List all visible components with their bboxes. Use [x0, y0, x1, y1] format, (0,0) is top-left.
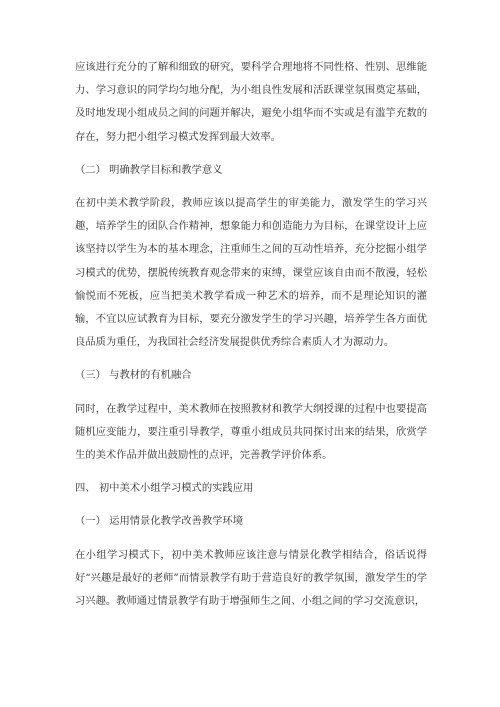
paragraph-textbook-integration: 同时，在教学过程中，美术教师在按照教材和教学大纲授课的过程中也要提高随机应变能力，要注重引导教学，尊重小组成员共同探讨出来的结果，欣赏学生的美术作品并做出鼓励性的点评，完善教学评价体系。 — [75, 402, 427, 462]
spacer — [75, 534, 427, 544]
paragraph-group-distribution: 应该进行充分的了解和细致的研究，要科学合理地将不同性格、性别、思维能力、学习意识的同学均匀地分配，为小组良性发展和活跃课堂氛围奠定基础，及时地发现小组成员之间的问题并解决，避免小组华而不实或是有滥竽充数的存在，努力把小组学习模式发挥到最大效率。 — [75, 61, 427, 143]
spacer — [75, 149, 427, 159]
section-heading-textbook-integration: （三） 与教材的有机融合 — [75, 369, 192, 382]
chapter-heading-practice: 四、 初中美术小组学习模式的实践应用 — [75, 482, 254, 495]
section-heading-teaching-goals: （二） 明确教学目标和教学意义 — [75, 163, 223, 176]
spacer — [75, 182, 427, 192]
spacer — [75, 354, 427, 364]
spacer — [75, 388, 427, 398]
paragraph-situational-teaching: 在小组学习模式下，初中美术教师应该注意与情景化教学相结合，俗话说得好“兴趣是最好的老师”而情景教学有助于营造良好的教学氛围，激发学生的学习兴趣。教师通过情景教学有助于增强师生之间、小组之间的学习交流意识， — [75, 548, 427, 608]
spacer — [75, 467, 427, 477]
section-heading-situational-teaching: （一） 运用情景化教学改善教学环境 — [75, 515, 244, 528]
spacer — [75, 500, 427, 510]
paragraph-teaching-goals: 在初中美术教学阶段，教师应该以提高学生的审美能力，激发学生的学习兴趣，培养学生的团队合作精神，想象能力和创造能力为目标，在课堂设计上应该坚持以学生为本的基本理念，注重师生之间的互动性培养，充分挖掘小组学习模式的优势，摆脱传统教育观念带来的束缚，课堂应该自由而不散漫，轻松愉悦而不死板，应当把美术教学看成一种艺术的培养，而不是理论知识的灌输，不宜以应试教育为目标，要充分激发学生的学习兴趣，培养学生各方面优良品质为重任，为我国社会经济发展提供优秀综合素质人才为源动力。 — [75, 197, 427, 349]
document-page — [75, 56, 427, 613]
